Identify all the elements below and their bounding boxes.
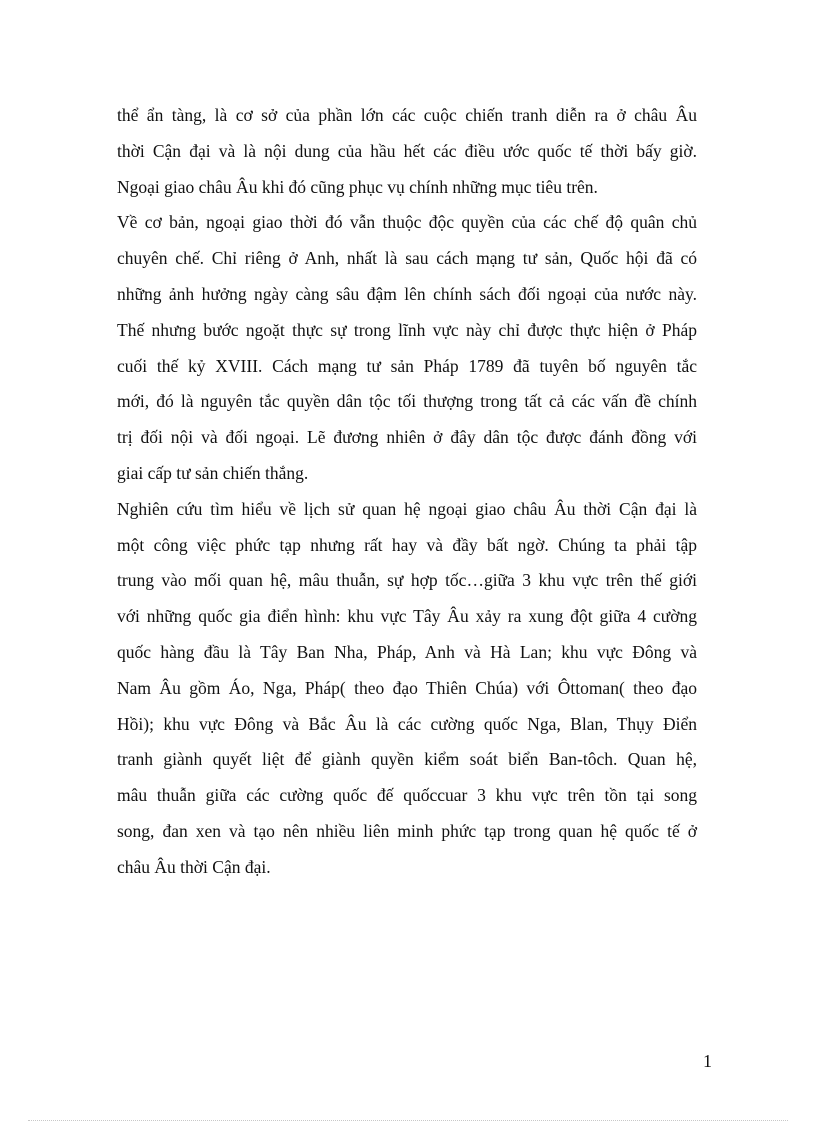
text-line: Hồi); khu vực Đông và Bắc Âu là các cường quốc Nga, Blan, Thụy Điển xyxy=(117,713,697,734)
text-line: trị đối nội và đối ngoại. Lẽ đương nhiên ở đây dân tộc được đánh đồng với xyxy=(117,427,697,448)
text-line: cuối thế kỷ XVIII. Cách mạng tư sản Pháp 1789 đã tuyên bố nguyên tắc xyxy=(117,355,697,376)
text-line: Thế nhưng bước ngoặt thực sự trong lĩnh vực này chỉ được thực hiện ở Pháp xyxy=(117,319,697,340)
text-line: quốc hàng đầu là Tây Ban Nha, Pháp, Anh và Hà Lan; khu vực Đông và xyxy=(117,641,697,662)
text-line: Ngoại giao châu Âu khi đó cũng phục vụ chính những mục tiêu trên. xyxy=(117,176,598,197)
paragraph-2 xyxy=(117,205,697,491)
text-line: tranh giành quyết liệt để giành quyền kiểm soát biển Ban-tôch. Quan hệ, xyxy=(117,749,697,770)
text-line: trung vào mối quan hệ, mâu thuẫn, sự hợp tốc…giữa 3 khu vực trên thế giới xyxy=(117,570,697,591)
text-line: với những quốc gia điển hình: khu vực Tây Âu xảy ra xung đột giữa 4 cường xyxy=(117,606,697,627)
body-text xyxy=(117,98,697,886)
text-line: mới, đó là nguyên tắc quyền dân tộc tối thượng trong tất cả các vấn đề chính xyxy=(117,391,697,412)
text-line: thời Cận đại và là nội dung của hầu hết các điều ước quốc tế thời bấy giờ. xyxy=(117,140,697,161)
text-line: chuyên chế. Chỉ riêng ở Anh, nhất là sau cách mạng tư sản, Quốc hội đã có xyxy=(117,248,697,269)
text-line: những ảnh hưởng ngày càng sâu đậm lên chính sách đối ngoại của nước này. xyxy=(117,283,697,304)
page-bottom-divider xyxy=(28,1120,788,1121)
text-line: Nghiên cứu tìm hiểu về lịch sử quan hệ ngoại giao châu Âu thời Cận đại là xyxy=(117,498,697,519)
text-line: song, đan xen và tạo nên nhiều liên minh phức tạp trong quan hệ quốc tế ở xyxy=(117,820,697,841)
text-line: một công việc phức tạp nhưng rất hay và đầy bất ngờ. Chúng ta phải tập xyxy=(117,534,697,555)
text-line: giai cấp tư sản chiến thắng. xyxy=(117,462,309,483)
text-line: châu Âu thời Cận đại. xyxy=(117,856,271,877)
paragraph-3 xyxy=(117,492,697,886)
page-number: 1 xyxy=(703,1051,712,1071)
text-line: Về cơ bản, ngoại giao thời đó vẫn thuộc độc quyền của các chế độ quân chủ xyxy=(117,212,697,233)
text-line: mâu thuẫn giữa các cường quốc đế quốccuar 3 khu vực trên tồn tại song xyxy=(117,785,697,806)
paragraph-1 xyxy=(117,98,697,205)
text-line: Nam Âu gồm Áo, Nga, Pháp( theo đạo Thiên Chúa) với Ôttoman( theo đạo xyxy=(117,677,697,698)
text-line: thể ẩn tàng, là cơ sở của phần lớn các cuộc chiến tranh diễn ra ở châu Âu xyxy=(117,105,697,125)
